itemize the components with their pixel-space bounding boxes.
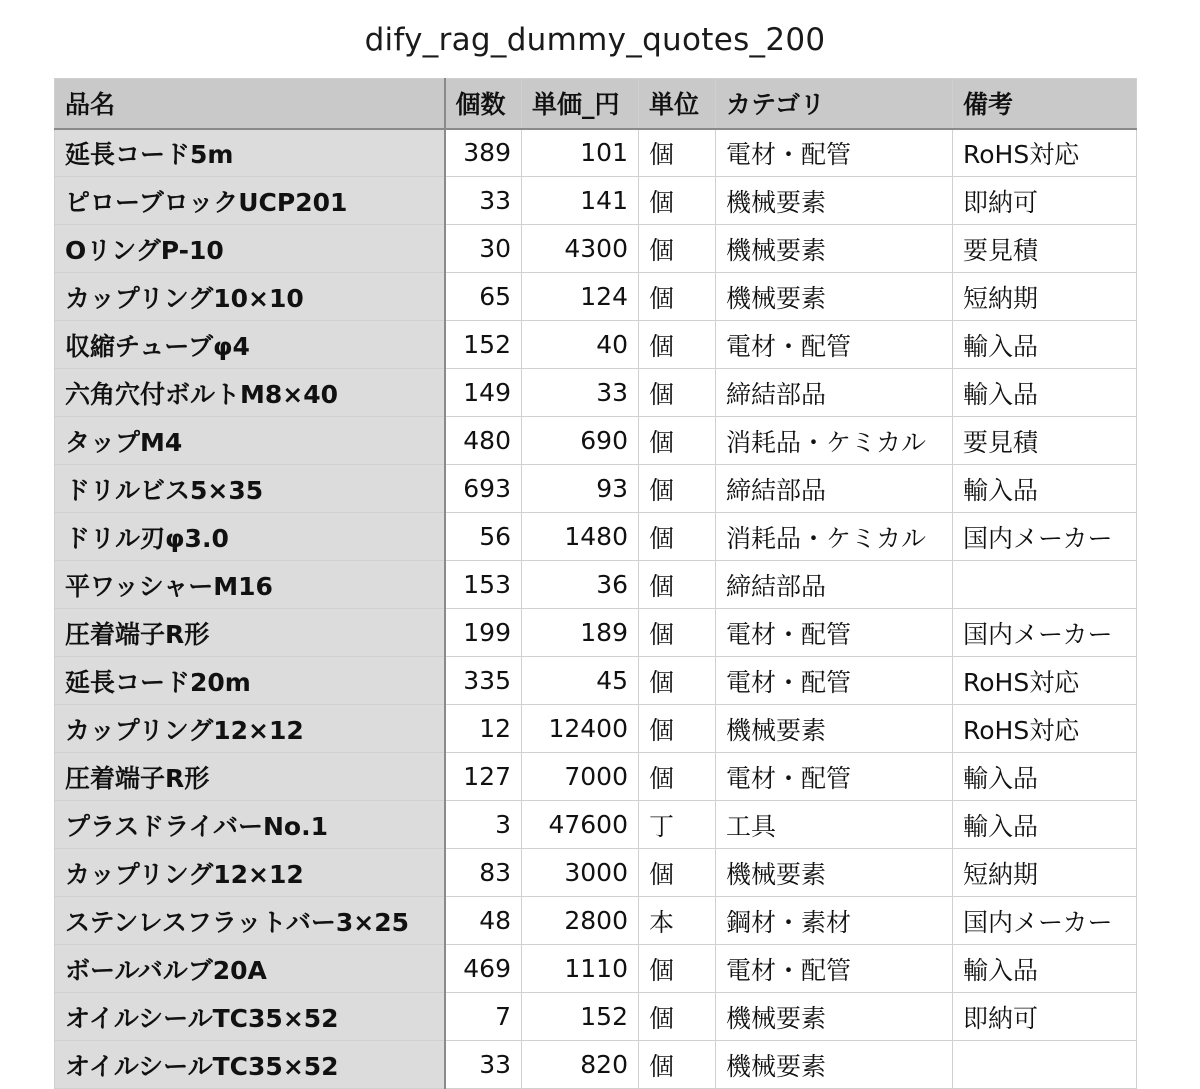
cell-category[interactable]: 機械要素 <box>716 273 953 321</box>
cell-name[interactable]: タップM4 <box>55 417 445 465</box>
column-header-remarks[interactable]: 備考 <box>953 79 1137 129</box>
sheet-title: dify_rag_dummy_quotes_200 <box>364 22 826 58</box>
column-header-unit-price[interactable]: 単価_円 <box>522 79 639 129</box>
cell-name[interactable]: ピローブロックUCP201 <box>55 177 445 225</box>
cell-remarks[interactable]: 要見積 <box>953 417 1137 465</box>
cell-quantity[interactable]: 33 <box>445 1041 522 1089</box>
cell-quantity[interactable]: 199 <box>445 609 522 657</box>
cell-category[interactable]: 工具 <box>716 801 953 849</box>
cell-remarks[interactable]: 輸入品 <box>953 753 1137 801</box>
column-header-quantity[interactable]: 個数 <box>445 79 522 129</box>
quotes-table <box>54 78 1137 1089</box>
table-row <box>55 801 1137 849</box>
cell-category[interactable]: 機械要素 <box>716 177 953 225</box>
cell-name[interactable]: 六角穴付ボルトM8×40 <box>55 369 445 417</box>
cell-unit[interactable]: 個 <box>639 705 716 753</box>
cell-unit-price[interactable]: 152 <box>522 993 639 1041</box>
cell-quantity[interactable]: 33 <box>445 177 522 225</box>
cell-unit-price[interactable]: 33 <box>522 369 639 417</box>
cell-name[interactable]: 圧着端子R形 <box>55 753 445 801</box>
cell-name[interactable]: ステンレスフラットバー3×25 <box>55 897 445 945</box>
header-row <box>55 79 1137 129</box>
cell-name[interactable]: 延長コード20m <box>55 657 445 705</box>
cell-unit[interactable]: 個 <box>639 849 716 897</box>
cell-remarks[interactable]: RoHS対応 <box>953 705 1137 753</box>
cell-category[interactable]: 電材・配管 <box>716 753 953 801</box>
cell-remarks[interactable] <box>953 561 1137 609</box>
cell-category[interactable]: 締結部品 <box>716 465 953 513</box>
cell-unit[interactable]: 個 <box>639 273 716 321</box>
column-header-category[interactable]: カテゴリ <box>716 79 953 129</box>
cell-quantity[interactable]: 152 <box>445 321 522 369</box>
cell-quantity[interactable]: 480 <box>445 417 522 465</box>
cell-remarks[interactable]: 短納期 <box>953 273 1137 321</box>
cell-unit-price[interactable]: 820 <box>522 1041 639 1089</box>
table-row <box>55 897 1137 945</box>
cell-unit-price[interactable]: 101 <box>522 129 639 177</box>
cell-unit[interactable]: 個 <box>639 1041 716 1089</box>
table-row <box>55 1041 1137 1089</box>
cell-remarks[interactable]: RoHS対応 <box>953 129 1137 177</box>
cell-remarks[interactable]: 輸入品 <box>953 321 1137 369</box>
cell-unit[interactable]: 個 <box>639 513 716 561</box>
cell-category[interactable]: 消耗品・ケミカル <box>716 417 953 465</box>
cell-remarks[interactable]: 輸入品 <box>953 801 1137 849</box>
cell-quantity[interactable]: 56 <box>445 513 522 561</box>
cell-category[interactable]: 機械要素 <box>716 705 953 753</box>
cell-category[interactable]: 機械要素 <box>716 849 953 897</box>
cell-unit-price[interactable]: 3000 <box>522 849 639 897</box>
cell-unit[interactable]: 丁 <box>639 801 716 849</box>
table-row <box>55 225 1137 273</box>
cell-unit-price[interactable]: 47600 <box>522 801 639 849</box>
cell-unit-price[interactable]: 1110 <box>522 945 639 993</box>
cell-category[interactable]: 機械要素 <box>716 993 953 1041</box>
cell-unit-price[interactable]: 93 <box>522 465 639 513</box>
cell-unit[interactable]: 本 <box>639 897 716 945</box>
cell-quantity[interactable]: 3 <box>445 801 522 849</box>
cell-quantity[interactable]: 389 <box>445 129 522 177</box>
cell-unit[interactable]: 個 <box>639 993 716 1041</box>
cell-remarks[interactable]: 国内メーカー <box>953 609 1137 657</box>
table-row <box>55 465 1137 513</box>
cell-unit-price[interactable]: 2800 <box>522 897 639 945</box>
table-row <box>55 417 1137 465</box>
cell-unit[interactable]: 個 <box>639 465 716 513</box>
cell-unit-price[interactable]: 40 <box>522 321 639 369</box>
cell-remarks[interactable]: 輸入品 <box>953 369 1137 417</box>
cell-unit-price[interactable]: 7000 <box>522 753 639 801</box>
cell-unit[interactable]: 個 <box>639 657 716 705</box>
cell-quantity[interactable]: 83 <box>445 849 522 897</box>
cell-quantity[interactable]: 693 <box>445 465 522 513</box>
table-row <box>55 369 1137 417</box>
table-row <box>55 129 1137 177</box>
cell-quantity[interactable]: 30 <box>445 225 522 273</box>
cell-quantity[interactable]: 127 <box>445 753 522 801</box>
cell-name[interactable]: 圧着端子R形 <box>55 609 445 657</box>
cell-category[interactable]: 電材・配管 <box>716 321 953 369</box>
cell-category[interactable]: 鋼材・素材 <box>716 897 953 945</box>
cell-category[interactable]: 電材・配管 <box>716 129 953 177</box>
cell-quantity[interactable]: 469 <box>445 945 522 993</box>
cell-remarks[interactable] <box>953 1041 1137 1089</box>
column-header-name[interactable]: 品名 <box>55 79 445 129</box>
cell-remarks[interactable]: 輸入品 <box>953 465 1137 513</box>
cell-quantity[interactable]: 153 <box>445 561 522 609</box>
cell-category[interactable]: 機械要素 <box>716 225 953 273</box>
cell-unit-price[interactable]: 1480 <box>522 513 639 561</box>
cell-quantity[interactable]: 12 <box>445 705 522 753</box>
table-row <box>55 561 1137 609</box>
cell-remarks[interactable]: 国内メーカー <box>953 897 1137 945</box>
cell-remarks[interactable]: 即納可 <box>953 993 1137 1041</box>
cell-category[interactable]: 機械要素 <box>716 1041 953 1089</box>
cell-quantity[interactable]: 149 <box>445 369 522 417</box>
cell-category[interactable]: 電材・配管 <box>716 609 953 657</box>
cell-category[interactable]: 消耗品・ケミカル <box>716 513 953 561</box>
cell-unit-price[interactable]: 36 <box>522 561 639 609</box>
table-row <box>55 753 1137 801</box>
cell-quantity[interactable]: 65 <box>445 273 522 321</box>
cell-name[interactable]: カップリング12×12 <box>55 849 445 897</box>
cell-unit[interactable]: 個 <box>639 417 716 465</box>
cell-unit-price[interactable]: 690 <box>522 417 639 465</box>
cell-quantity[interactable]: 48 <box>445 897 522 945</box>
cell-remarks[interactable]: 短納期 <box>953 849 1137 897</box>
cell-remarks[interactable]: RoHS対応 <box>953 657 1137 705</box>
cell-remarks[interactable]: 国内メーカー <box>953 513 1137 561</box>
column-header-unit[interactable]: 単位 <box>639 79 716 129</box>
cell-unit-price[interactable]: 124 <box>522 273 639 321</box>
table-row <box>55 849 1137 897</box>
cell-unit-price[interactable]: 45 <box>522 657 639 705</box>
cell-unit-price[interactable]: 12400 <box>522 705 639 753</box>
cell-remarks[interactable]: 即納可 <box>953 177 1137 225</box>
cell-unit[interactable]: 個 <box>639 369 716 417</box>
cell-category[interactable]: 締結部品 <box>716 561 953 609</box>
table-row <box>55 705 1137 753</box>
cell-name[interactable]: オイルシールTC35×52 <box>55 993 445 1041</box>
cell-unit-price[interactable]: 4300 <box>522 225 639 273</box>
cell-category[interactable]: 電材・配管 <box>716 945 953 993</box>
cell-name[interactable]: プラスドライバーNo.1 <box>55 801 445 849</box>
cell-remarks[interactable]: 輸入品 <box>953 945 1137 993</box>
cell-name[interactable]: OリングP-10 <box>55 225 445 273</box>
cell-name[interactable]: カップリング10×10 <box>55 273 445 321</box>
cell-name[interactable]: ボールバルブ20A <box>55 945 445 993</box>
cell-category[interactable]: 締結部品 <box>716 369 953 417</box>
table-row <box>55 513 1137 561</box>
cell-category[interactable]: 電材・配管 <box>716 657 953 705</box>
cell-unit[interactable]: 個 <box>639 177 716 225</box>
cell-unit[interactable]: 個 <box>639 561 716 609</box>
table-row <box>55 609 1137 657</box>
cell-unit-price[interactable]: 141 <box>522 177 639 225</box>
cell-quantity[interactable]: 7 <box>445 993 522 1041</box>
cell-unit[interactable]: 個 <box>639 225 716 273</box>
table-row <box>55 657 1137 705</box>
cell-name[interactable]: 延長コード5m <box>55 129 445 177</box>
cell-name[interactable]: 平ワッシャーM16 <box>55 561 445 609</box>
cell-unit[interactable]: 個 <box>639 945 716 993</box>
cell-unit[interactable]: 個 <box>639 753 716 801</box>
cell-unit-price[interactable]: 189 <box>522 609 639 657</box>
cell-name[interactable]: オイルシールTC35×52 <box>55 1041 445 1089</box>
cell-unit[interactable]: 個 <box>639 321 716 369</box>
cell-quantity[interactable]: 335 <box>445 657 522 705</box>
cell-name[interactable]: ドリルビス5×35 <box>55 465 445 513</box>
cell-unit[interactable]: 個 <box>639 129 716 177</box>
cell-name[interactable]: カップリング12×12 <box>55 705 445 753</box>
cell-remarks[interactable]: 要見積 <box>953 225 1137 273</box>
cell-name[interactable]: 収縮チューブφ4 <box>55 321 445 369</box>
cell-unit[interactable]: 個 <box>639 609 716 657</box>
table-row <box>55 273 1137 321</box>
table-row <box>55 993 1137 1041</box>
table-row <box>55 945 1137 993</box>
table-row <box>55 321 1137 369</box>
cell-name[interactable]: ドリル刃φ3.0 <box>55 513 445 561</box>
table-row <box>55 177 1137 225</box>
